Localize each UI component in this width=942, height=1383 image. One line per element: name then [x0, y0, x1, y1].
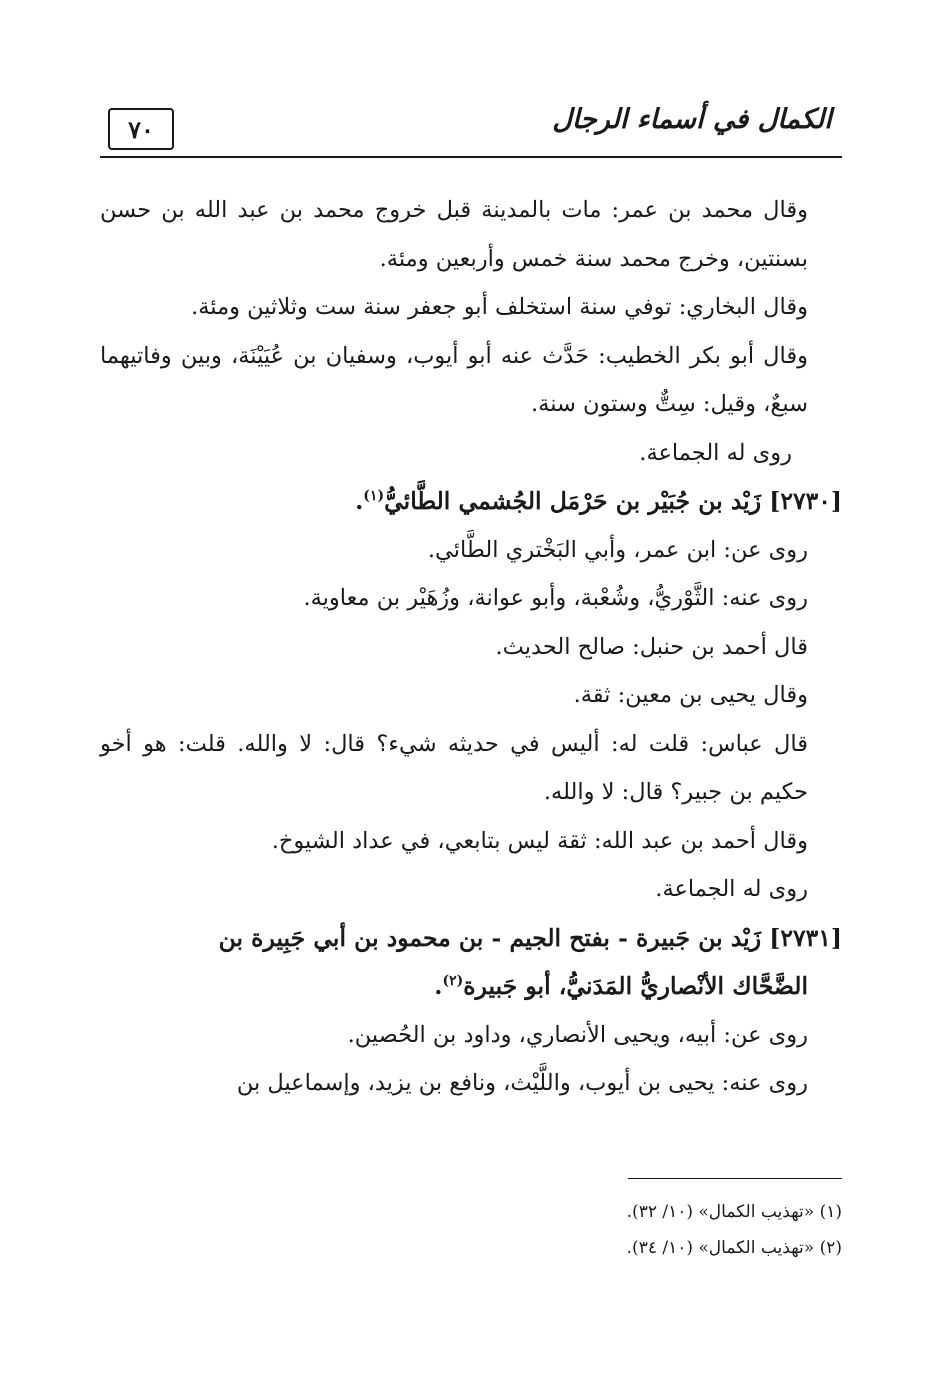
paragraph: روى عن: ابن عمر، وأبي البَخْتري الطَّائي. — [427, 536, 808, 563]
paragraph: روى له الجماعة. — [639, 439, 792, 466]
book-title: الكمال في أسماء الرجال — [552, 104, 832, 135]
entry-end: . — [355, 487, 364, 515]
paragraph: قال أحمد بن حنبل: صالح الحديث. — [495, 633, 808, 660]
entry-number: [٢٧٣٠] — [769, 487, 842, 515]
page-header — [100, 98, 842, 160]
paragraph: وقال البخاري: توفي سنة استخلف أبو جعفر سنة ست وثلاثين ومئة. — [191, 294, 808, 320]
main-text — [100, 186, 842, 1108]
footnote-ref[interactable]: (٢) — [442, 973, 464, 990]
header-rule — [100, 156, 842, 158]
footnote-1: (١) «تهذيب الكمال» (١٠/ ٣٢). — [626, 1202, 842, 1222]
footnote-2: (٢) «تهذيب الكمال» (١٠/ ٣٤). — [626, 1238, 842, 1258]
entry-heading-2730 — [100, 477, 842, 526]
paragraph: وقال يحيى بن معين: ثقة. — [573, 682, 808, 708]
paragraph: وقال محمد بن عمر: مات بالمدينة قبل خروج محمد بن عبد الله بن حسن بسنتين، وخرج محمد سنة خمس وأربعين ومئة. — [100, 197, 808, 272]
paragraph: روى عنه: الثَّوْريُّ، وشُعْبة، وأبو عوانة، وزُهَيْر بن معاوية. — [303, 585, 808, 611]
entry-number: [٢٧٣١] — [769, 923, 842, 952]
footnote-rule — [628, 1178, 842, 1179]
page-number: ٧٠ — [108, 108, 174, 150]
paragraph: قال عباس: قلت له: أليس في حديثه شيء؟ قال: لا والله. قلت: هو أخو حكيم بن جبير؟ قال: لا والله. — [100, 730, 808, 805]
entry-heading-2731 — [100, 914, 842, 1011]
entry-name: زَيْد بن جُبَيْر بن حَرْمَل الجُشمي الطَّائيُّ — [384, 487, 762, 515]
footnotes — [100, 1194, 842, 1266]
paragraph: وقال أبو بكر الخطيب: حَدَّث عنه أبو أيوب، وسفيان بن عُيَيْنَة، وبين وفاتيهما سبعٌ، وقيل: سِتٌّ وستون سنة. — [100, 342, 808, 417]
paragraph: روى عن: أبيه، ويحيى الأنصاري، وداود بن الحُصين. — [347, 1021, 808, 1048]
entry-name-line2: الضَّحَّاك الأنْصاريُّ المَدَنيُّ، أبو جَبيرة — [463, 972, 808, 1000]
paragraph: وقال أحمد بن عبد الله: ثقة ليس بتابعي، في عداد الشيوخ. — [271, 827, 808, 854]
entry-name-line1: زَيْد بن جَبيرة - بفتح الجيم - بن محمود بن أبي جَبِيرة بن — [218, 923, 762, 952]
footnote-ref[interactable]: (١) — [363, 488, 385, 505]
paragraph: روى عنه: يحيى بن أيوب، واللَّيْث، ونافع بن يزيد، وإسماعيل بن — [236, 1070, 808, 1096]
paragraph: روى له الجماعة. — [655, 876, 808, 902]
entry-end: . — [434, 972, 443, 1000]
